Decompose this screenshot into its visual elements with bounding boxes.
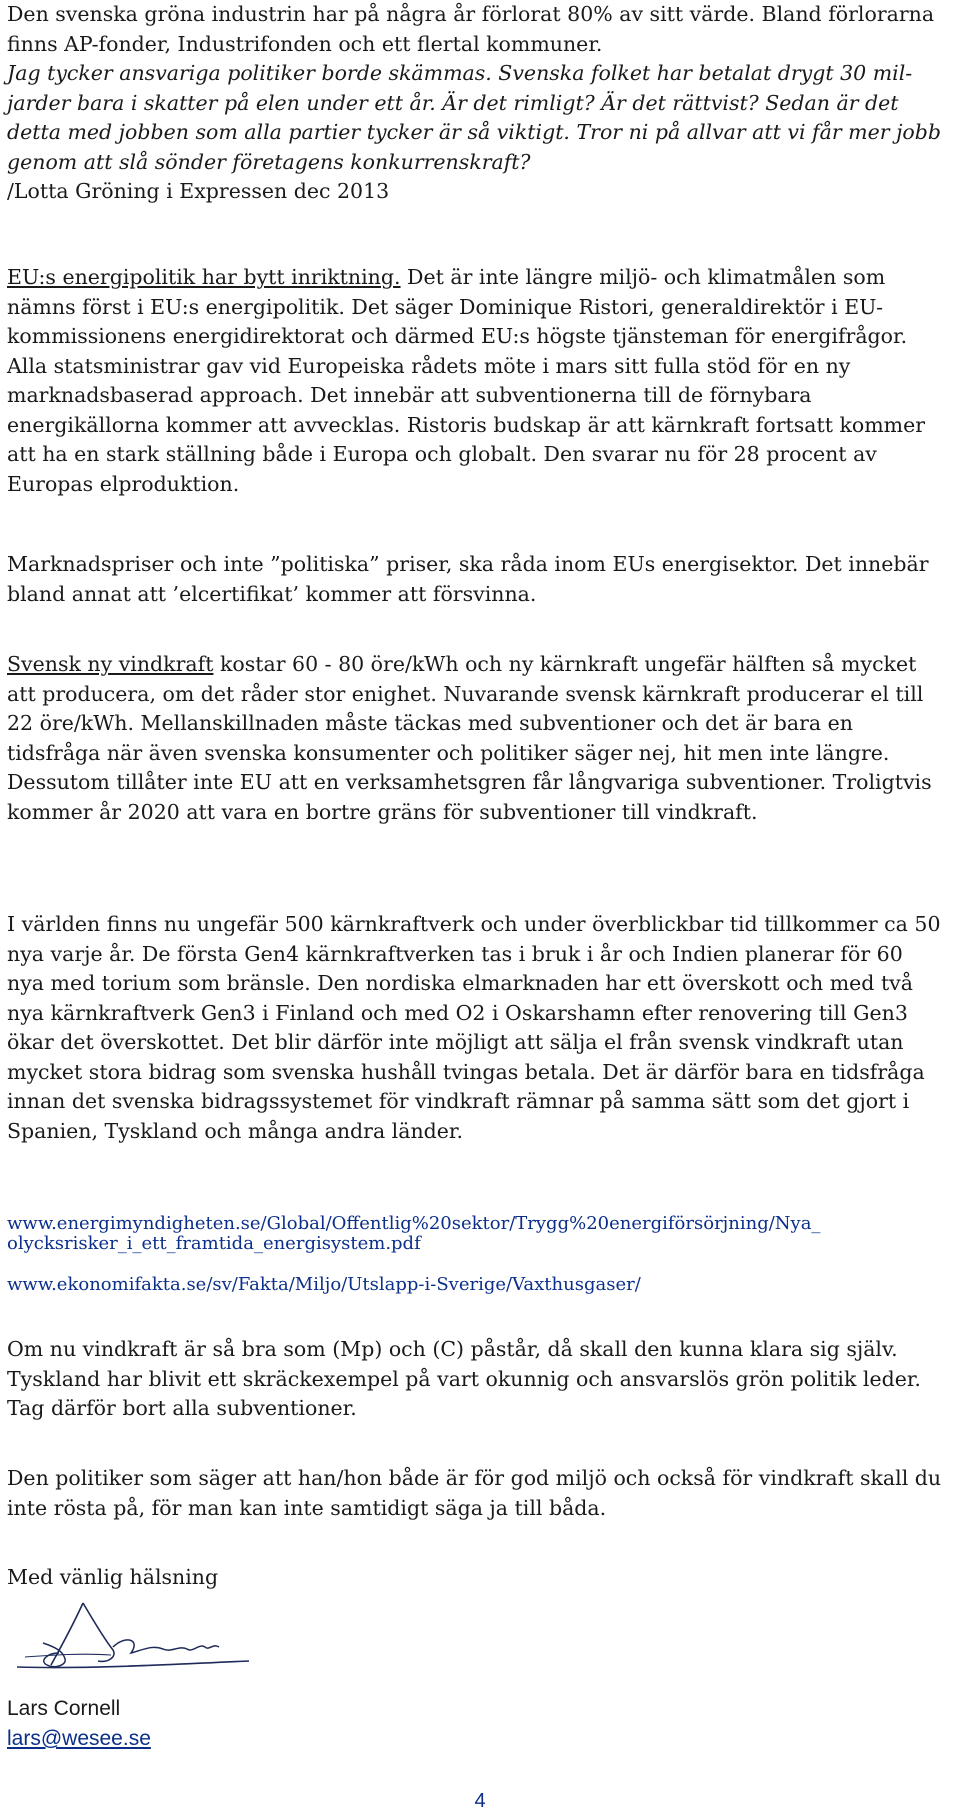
energimyndigheten-link[interactable]: www.energimyndigheten.se/Global/Offentlig%20sektor/Trygg%20energiförsörjning/Nya_ olycksrisker_i_ett_framtida_energisystem.pdf [7, 1213, 821, 1254]
quote-intro: Den svenska gröna industrin har på några år förlorat 80% av sitt värde. Bland förlorarna finns AP-fonder, Industrifonden och ett flertal kommuner. [7, 2, 935, 56]
eu-policy-text: Det är inte längre miljö- och klimatmålen som nämns först i EU:s energipolitik. Det säger Dominique Ristori, generaldirektör i EU-kommissionens energidirektorat och därmed EU:s högste tjänsteman för energifrågor. Alla statsministrar gav vid Europeiska rådets möte i mars sitt fulla stöd för en ny marknadsbaserad approach. Det innebär att subventionerna till de förnybara energikällorna kommer att avvecklas. Ristoris budskap är att kärnkraft fortsatt kommer att ha en stark ställning både i Europa och globalt. Den svarar nu för 28 procent av Europas elproduktion. [7, 265, 926, 496]
paragraph-market-prices: Marknadspriser och inte ”politiska” priser, ska råda inom EUs energisektor. Det innebär bland annat att ’elcertifikat’ kommer att försvinna. [7, 552, 929, 606]
signature-email-link[interactable]: lars@wesee.se [7, 1727, 151, 1750]
handwritten-signature [13, 1595, 253, 1675]
paragraph-subsidies: Om nu vindkraft är så bra som (Mp) och (C) påstår, då skall den kunna klara sig själv. Tyskland har blivit ett skräckexempel på vart okunnig och ansvarslös grön politik leder. Tag därför bort alla subventioner. [7, 1337, 921, 1420]
wind-power-link[interactable]: Svensk ny vindkraft [7, 652, 214, 676]
paragraph-vote: Den politiker som säger att han/hon både är för god miljö och också för vindkraft skall du inte rösta på, för man kan inte samtidigt säga ja till båda. [7, 1466, 942, 1520]
eu-policy-link[interactable]: EU:s energipolitik har bytt inriktning. [7, 265, 401, 289]
closing-greeting: Med vänlig hälsning [7, 1565, 219, 1589]
wind-cost-text: kostar 60 - 80 öre/kWh och ny kärnkraft ungefär hälften så mycket att producera, om det råder stor enighet. Nuvarande svensk kärnkraft producerar el till 22 öre/kWh. Mellanskillnaden måste täckas med subventioner och det är bara en tidsfråga när även svenska konsumenter och politiker säger nej, hit men inte längre. Dessutom tillåter inte EU att en verksamhetsgren får långvariga subventioner. Troligtvis kommer år 2020 att vara en bortre gräns för subventioner till vindkraft. [7, 652, 932, 824]
ekonomifakta-link[interactable]: www.ekonomifakta.se/sv/Fakta/Miljo/Utslapp-i-Sverige/Vaxthusgaser/ [7, 1274, 641, 1295]
quote-block [7, 0, 942, 207]
paragraph-wind-cost [7, 650, 942, 827]
paragraph-world-nuclear: I världen finns nu ungefär 500 kärnkraftverk och under överblickbar tid tillkommer ca 50 nya varje år. De första Gen4 kärnkraftverken tas i bruk i år och Indien planerar för 60 nya med torium som bränsle. Den nordiska elmarknaden har ett överskott och med två nya kärnkraftverk Gen3 i Finland och med O2 i Oskarshamn efter renovering till Gen3 ökar det överskottet. Det blir därför inte möjligt att sälja el från svensk vindkraft utan mycket stora bidrag som svenska hushåll tvingas betala. Det är därför bara en tidsfråga innan det svenska bidragssystemet för vindkraft rämnar på samma sätt som det gjort i Spanien, Tyskland och många andra länder. [7, 912, 941, 1143]
signature-name: Lars Cornell [7, 1697, 121, 1720]
paragraph-eu-policy [7, 263, 942, 499]
quote-attribution: /Lotta Gröning i Expressen dec 2013 [7, 179, 390, 203]
page-number: 4 [474, 1790, 486, 1812]
quote-italic: Jag tycker ansvariga politiker borde skämmas. Svenska folket har betalat drygt 30 miljarder bara i skatter på elen under ett år. Är det rimligt? Är det rättvist? Sedan är det detta med jobben som alla partier tycker är så viktigt. Tror ni på allvar att vi får mer jobb genom att slå sönder företagens konkurrenskraft? [7, 61, 942, 174]
